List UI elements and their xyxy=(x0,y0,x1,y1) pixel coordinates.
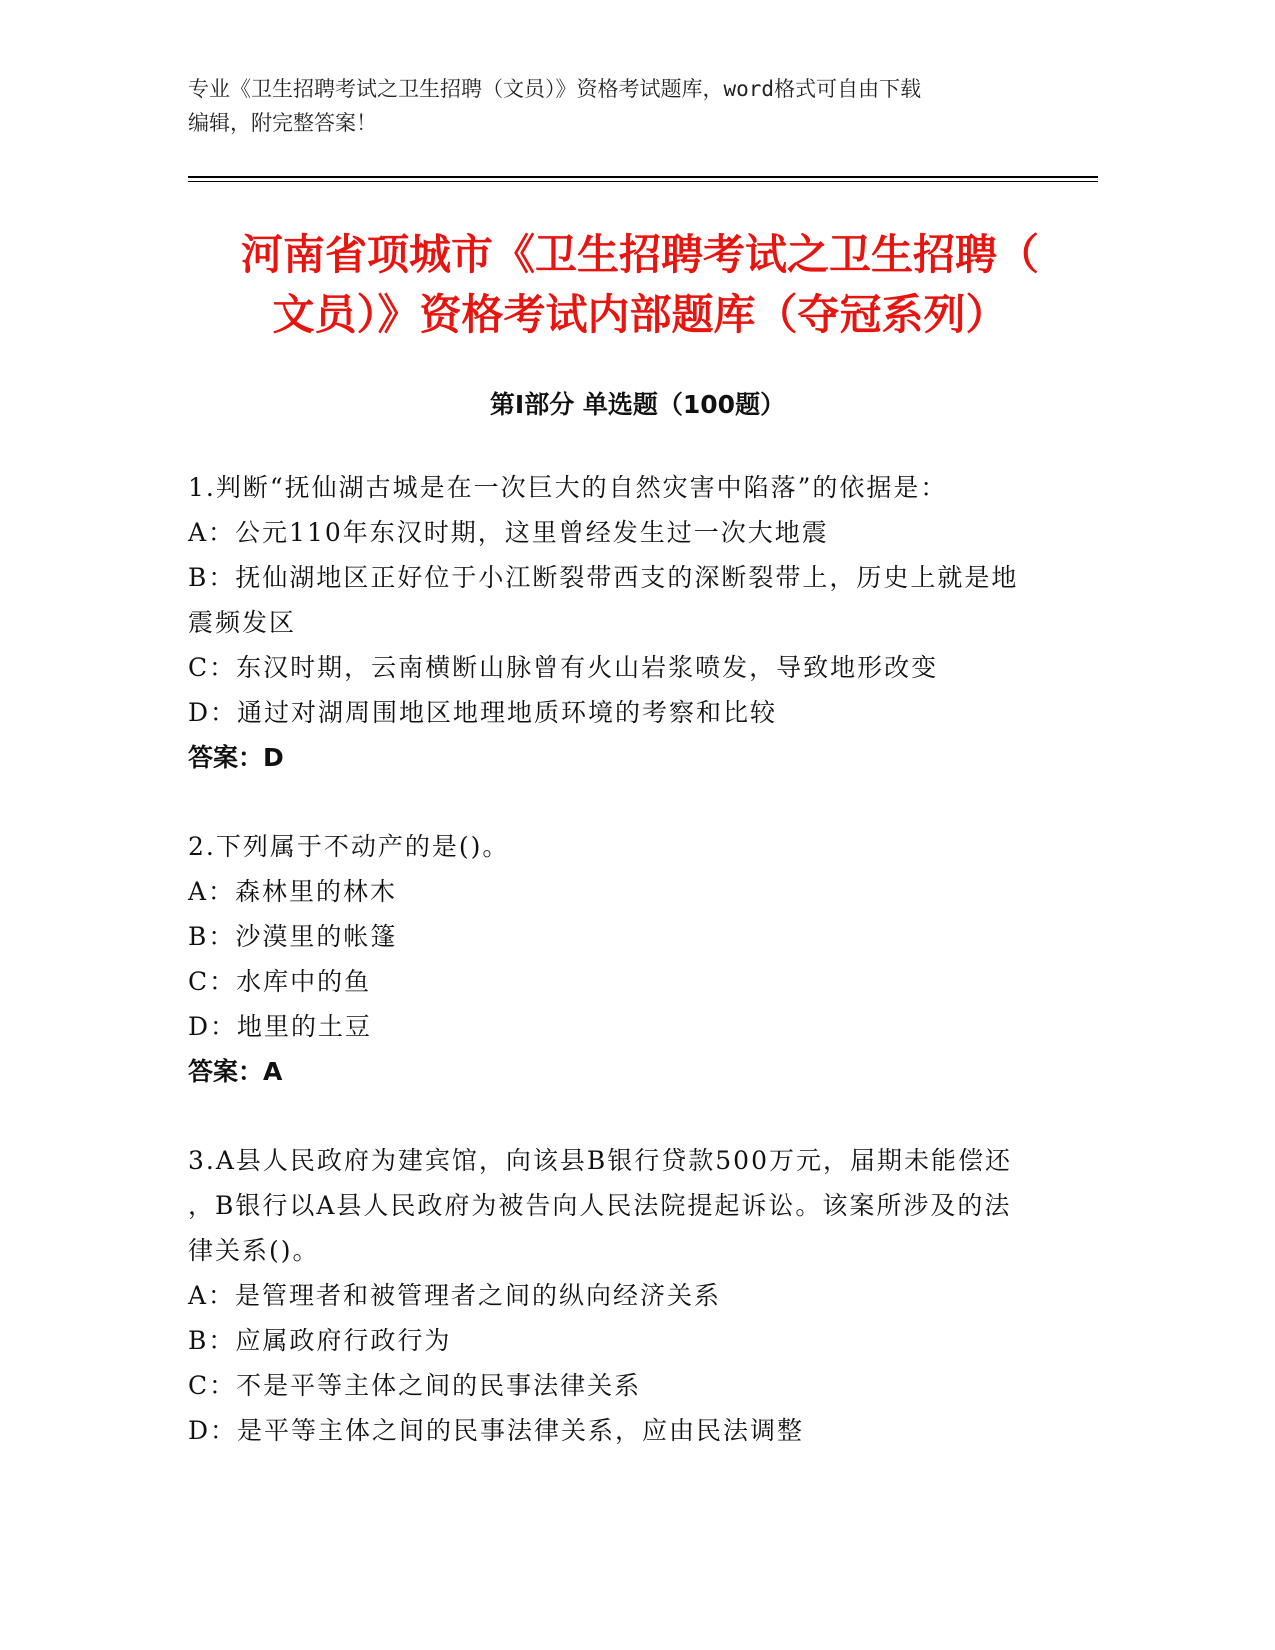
question-item xyxy=(188,1138,1088,1453)
page-title xyxy=(160,225,1120,345)
option-line: A：公元110年东汉时期，这里曾经发生过一次大地震 xyxy=(188,518,829,547)
question-item xyxy=(188,824,1088,1094)
title-line: 文员）》资格考试内部题库（夺冠系列） xyxy=(272,290,1008,339)
answer-line: 答案：A xyxy=(188,1057,283,1086)
header-divider-thin xyxy=(188,181,1098,182)
question-item xyxy=(188,465,1088,780)
question-stem: 1.判断“抚仙湖古城是在一次巨大的自然灾害中陷落”的依据是： xyxy=(188,473,948,502)
question-stem: 律关系()。 xyxy=(188,1236,320,1265)
option-line: C：东汉时期，云南横断山脉曾有火山岩浆喷发，导致地形改变 xyxy=(188,653,939,682)
header-note-line: 专业《卫生招聘考试之卫生招聘（文员）》资格考试题库，word格式可自由下载 xyxy=(188,77,922,101)
header-note xyxy=(188,72,1088,140)
section-heading: 第I部分 单选题（100题） xyxy=(489,390,786,419)
header-divider xyxy=(188,176,1098,178)
option-line: D：是平等主体之间的民事法律关系，应由民法调整 xyxy=(188,1416,805,1445)
title-line: 河南省项城市《卫生招聘考试之卫生招聘（ xyxy=(240,230,1039,279)
question-list xyxy=(188,465,1088,1497)
option-line: A：森林里的林木 xyxy=(188,877,398,906)
header-note-line: 编辑，附完整答案！ xyxy=(188,111,377,135)
option-line: 震频发区 xyxy=(188,608,297,637)
question-stem: ，B银行以A县人民政府为被告向人民法院提起诉讼。该案所涉及的法 xyxy=(188,1191,1012,1220)
question-stem: 2.下列属于不动产的是()。 xyxy=(188,832,510,861)
option-line: A：是管理者和被管理者之间的纵向经济关系 xyxy=(188,1281,722,1310)
option-line: B：抚仙湖地区正好位于小江断裂带西支的深断裂带上，历史上就是地 xyxy=(188,563,1019,592)
option-line: B：沙漠里的帐篷 xyxy=(188,922,398,951)
option-line: C：不是平等主体之间的民事法律关系 xyxy=(188,1371,642,1400)
option-line: D：地里的土豆 xyxy=(188,1012,373,1041)
question-stem: 3.A县人民政府为建宾馆，向该县B银行贷款500万元，届期未能偿还 xyxy=(188,1146,1012,1175)
option-line: C：水库中的鱼 xyxy=(188,967,372,996)
option-line: B：应属政府行政行为 xyxy=(188,1326,452,1355)
option-line: D：通过对湖周围地区地理地质环境的考察和比较 xyxy=(188,698,778,727)
answer-line: 答案：D xyxy=(188,743,284,772)
